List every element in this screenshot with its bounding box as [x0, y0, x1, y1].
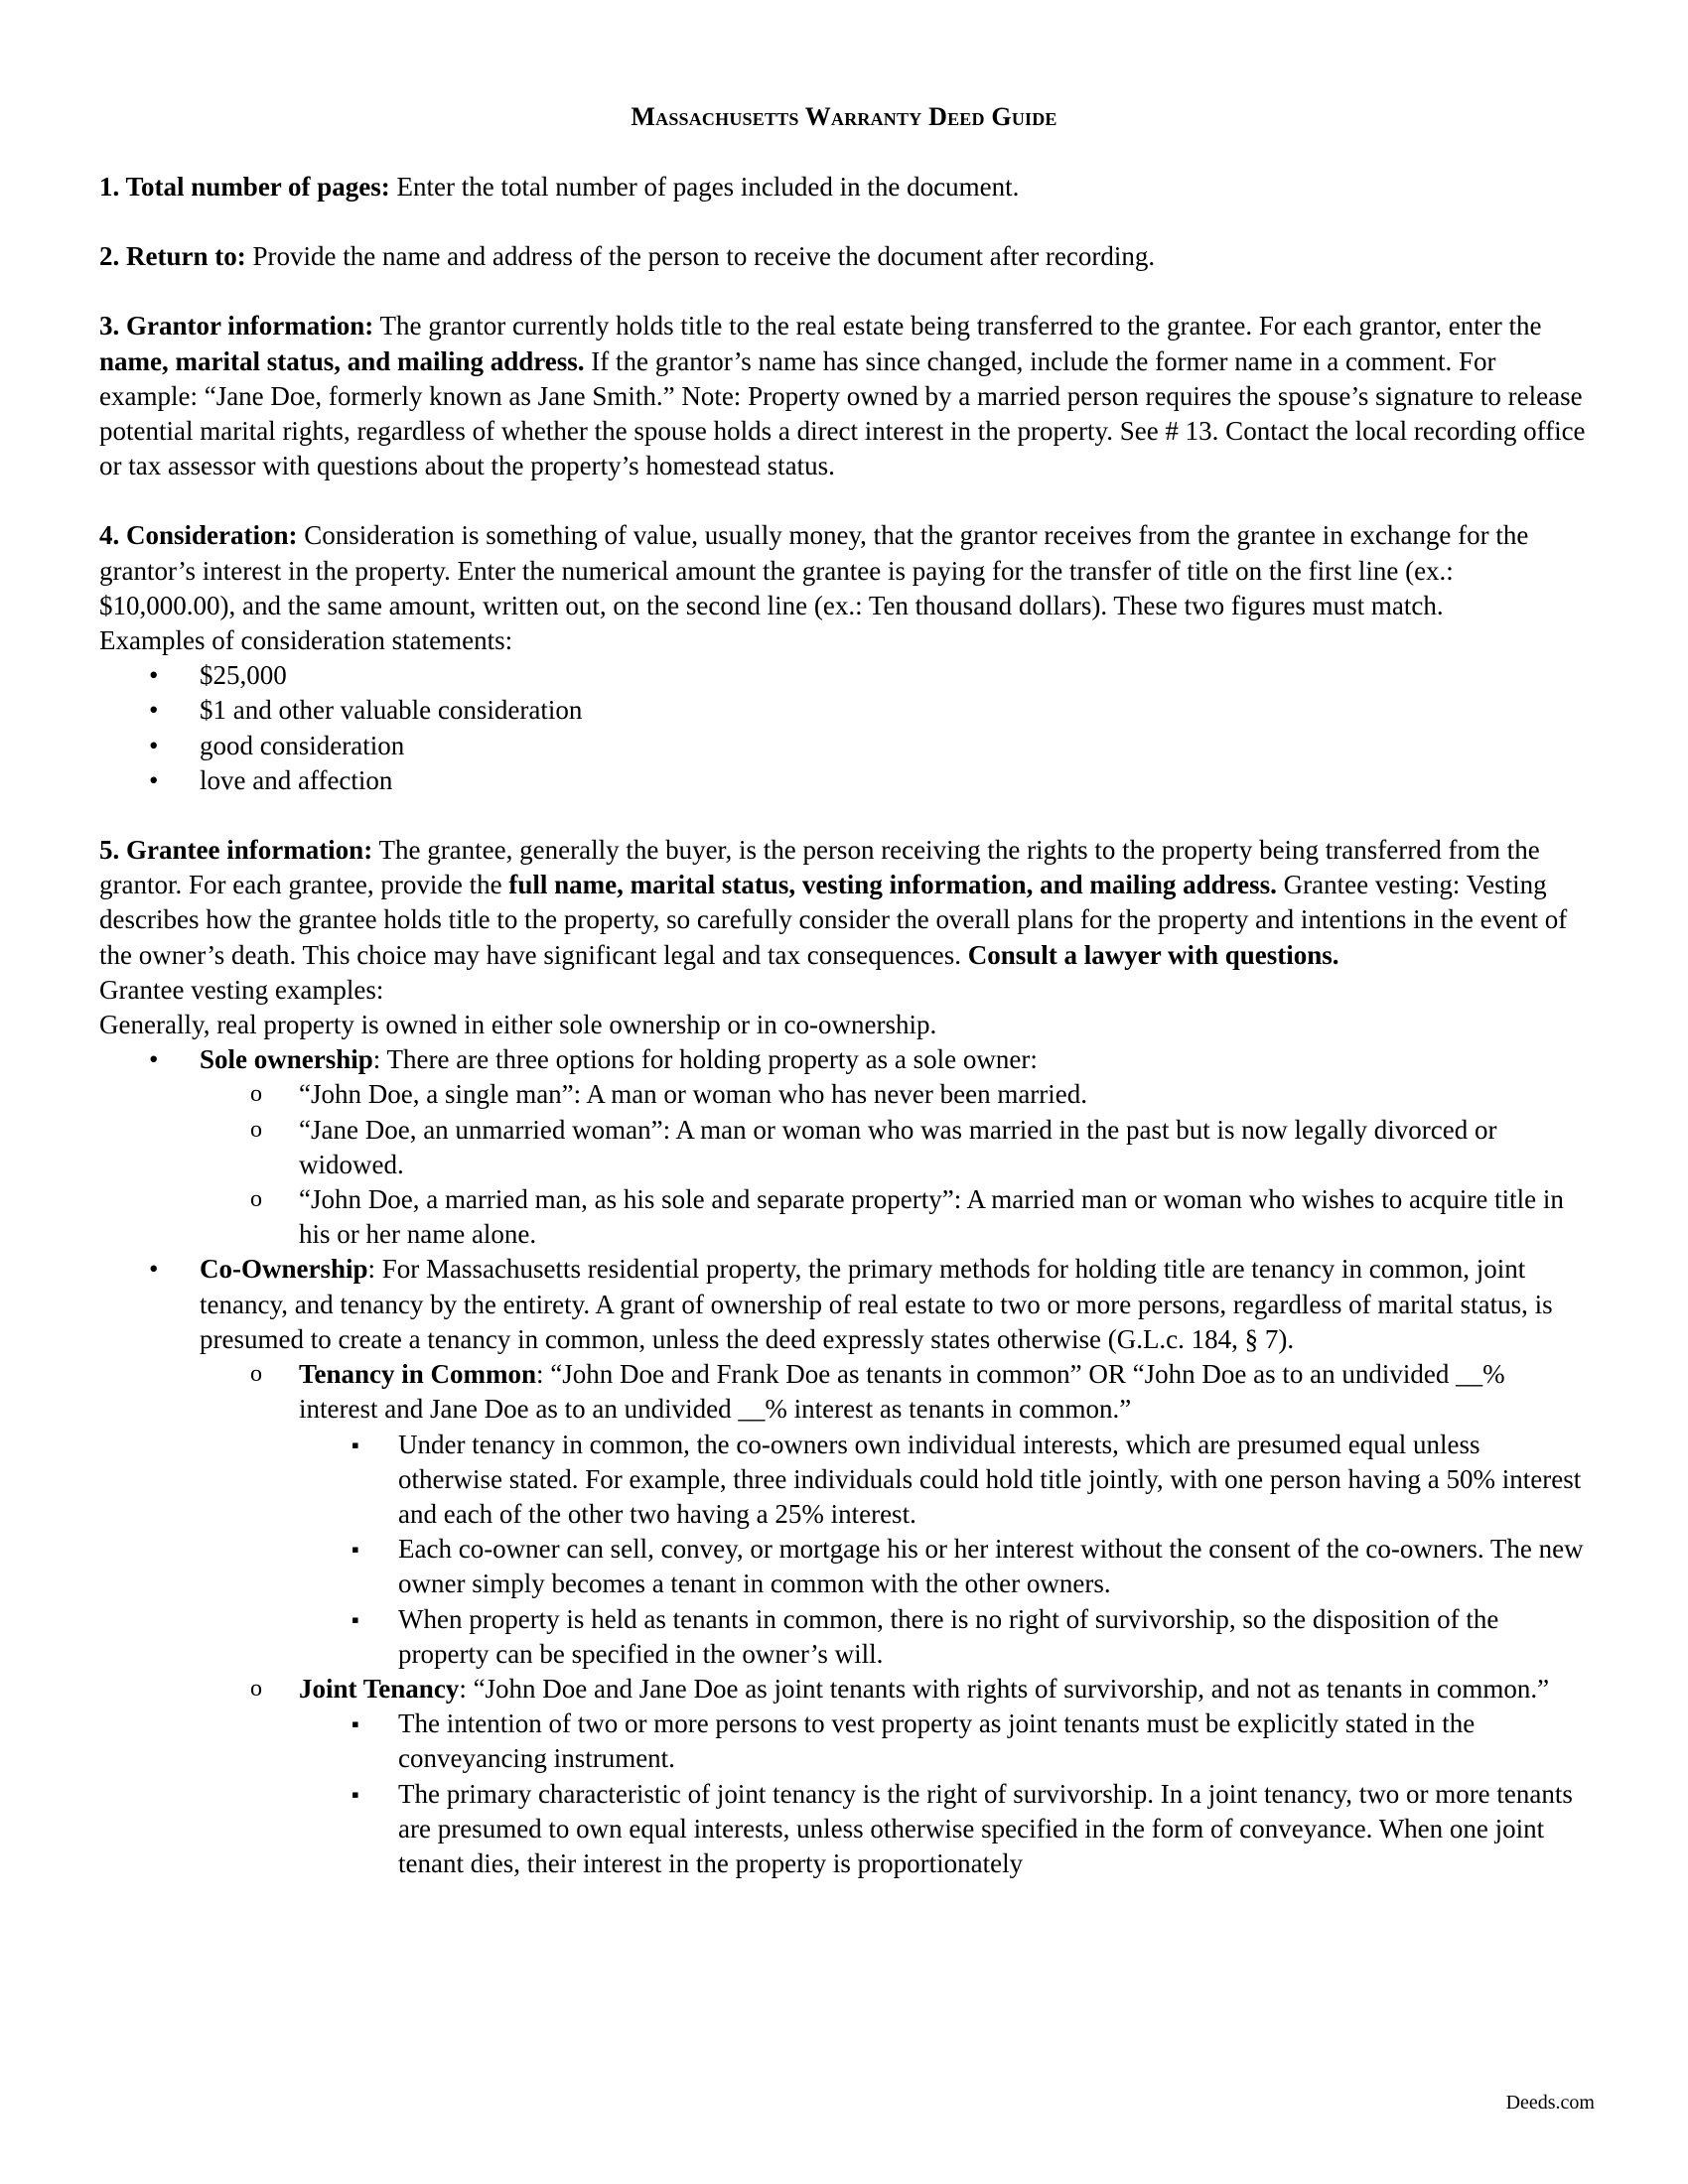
- list-item: o “Jane Doe, an unmarried woman”: A man or woman who was married in the past but is now legally divorced or widowed.: [200, 1113, 1589, 1182]
- tenancy-in-common-item: o Tenancy in Common: “John Doe and Frank Doe as tenants in common” OR “John Doe as to an undivided __% interest and Jane Doe as to an undivided __% interest as tenants in common.” ▪ Under tenancy in common, the co-owners own individual interests, which are presumed equal unless otherwise stated. For example, three individuals could hold title jointly, with one person having a 50% interest and each of the other two having a 25% interest. ▪ Each co-owner can sell, convey, or mortgage his or her interest without the consent of the co-owners. The new owner simply becomes a tenant in common with the other owners. ▪ When property is held as tenants in common, there is no right of survivorship, so the disposition of the property can be specified in the owner’s will.: [200, 1357, 1589, 1672]
- list-item: o “John Doe, a married man, as his sole and separate property”: A married man or woman who wishes to acquire title in his or her name alone.: [200, 1182, 1589, 1252]
- list-item: ▪ The intention of two or more persons to vest property as joint tenants must be explicitly stated in the conveyancing instrument.: [299, 1706, 1589, 1776]
- section-grantor-information: 3. Grantor information: The grantor currently holds title to the real estate being transferred to the grantee. For each grantor, enter the name, marital status, and mailing address. If the grantor’s name has since changed, include the former name in a comment. For example: “Jane Doe, formerly known as Jane Smith.” Note: Property owned by a married person requires the spouse’s signature to release potential marital rights, regardless of whether the spouse holds a direct interest in the property. See # 13. Contact the local recording office or tax assessor with questions about the property’s homestead status.: [99, 311, 1586, 481]
- list-item: ▪ Each co-owner can sell, convey, or mortgage his or her interest without the consent of the co-owners. The new owner simply becomes a tenant in common with the other owners.: [299, 1532, 1589, 1601]
- consideration-examples-intro: Examples of consideration statements:: [99, 625, 513, 656]
- tenancy-in-common-details: [299, 1428, 1589, 1672]
- list-item: o “John Doe, a single man”: A man or woman who has never been married.: [200, 1077, 1589, 1112]
- list-item: • $1 and other valuable consideration: [99, 693, 1589, 728]
- document-body: [99, 170, 1589, 1881]
- sole-ownership-options: [200, 1077, 1589, 1252]
- joint-tenancy-details: [299, 1706, 1589, 1881]
- co-ownership-types: [200, 1357, 1589, 1881]
- section-return-to: 2. Return to: Provide the name and address of the person to receive the document after recording.: [99, 241, 1156, 272]
- consideration-examples-list: [99, 658, 1589, 798]
- section-total-pages: 1. Total number of pages: Enter the total number of pages included in the document.: [99, 172, 1020, 202]
- ownership-list: [99, 1042, 1589, 1881]
- joint-tenancy-item: o Joint Tenancy: “John Doe and Jane Doe as joint tenants with rights of survivorship, and not as tenants in common.” ▪ The intention of two or more persons to vest property as joint tenants must be explicitly stated in the conveyancing instrument. ▪ The primary characteristic of joint tenancy is the right of survivorship. In a joint tenancy, two or more tenants are presumed to own equal interests, unless otherwise specified in the form of conveyance. When one joint tenant dies, their interest in the property is proportionately: [200, 1672, 1589, 1881]
- co-ownership-item: • Co-Ownership: For Massachusetts residential property, the primary methods for holding title are tenancy in common, joint tenancy, and tenancy by the entirety. A grant of ownership of real estate to two or more persons, regardless of marital status, is presumed to create a tenancy in common, unless the deed expressly states otherwise (G.L.c. 184, § 7). o Tenancy in Common: “John Doe and Frank Doe as tenants in common” OR “John Doe as to an undivided __% interest and Jane Doe as to an undivided __% interest as tenants in common.” ▪ Under tenancy in common, the co-owners own individual interests, which are presumed equal unless otherwise stated. For example, three individuals could hold title jointly, with one person having a 50% interest and each of the other two having a 25% interest. ▪ Each co-owner can sell, convey, or mortgage his or her interest without the consent of the co-owners. The new owner simply becomes a tenant in common with the other owners. ▪ When property is held as tenants in common, there is no right of survivorship, so the disposition of the property can be specified in the owner’s will. o Joint Tenancy: “John Doe and Jane Doe as joint tenants with rights of survivorship, and not as tenants in common.” ▪ The intention of two or more persons to vest property as joint tenants must be explicitly stated in the conveyancing instrument. ▪ The primary characteristic of joint tenancy is the right of survivorship. In a joint tenancy, two or more tenants are presumed to own equal interests, unless otherwise specified in the form of conveyance. When one joint tenant dies, their interest in the property is proportionately: [99, 1252, 1589, 1881]
- vesting-intro: Grantee vesting examples:: [99, 974, 384, 1005]
- footer-brand: Deeds.com: [1505, 2092, 1595, 2114]
- list-item: • $25,000: [99, 658, 1589, 693]
- list-item: ▪ Under tenancy in common, the co-owners own individual interests, which are presumed equal unless otherwise stated. For example, three individuals could hold title jointly, with one person having a 50% interest and each of the other two having a 25% interest.: [299, 1428, 1589, 1533]
- section-consideration: 4. Consideration: Consideration is something of value, usually money, that the grantor receives from the grantee in exchange for the grantor’s interest in the property. Enter the numerical amount the grantee is paying for the transfer of title on the first line (ex.: $10,000.00), and the same amount, written out, on the second line (ex.: Ten thousand dollars). These two figures must match.: [99, 520, 1529, 620]
- list-item: • love and affection: [99, 763, 1589, 798]
- list-item: ▪ The primary characteristic of joint tenancy is the right of survivorship. In a joint tenancy, two or more tenants are presumed to own equal interests, unless otherwise specified in the form of conveyance. When one joint tenant dies, their interest in the property is proportionately: [299, 1777, 1589, 1882]
- sole-ownership-item: • Sole ownership: There are three options for holding property as a sole owner: o “John Doe, a single man”: A man or woman who has never been married. o “Jane Doe, an unmarried woman”: A man or woman who was married in the past but is now legally divorced or widowed. o “John Doe, a married man, as his sole and separate property”: A married man or woman who wishes to acquire title in his or her name alone.: [99, 1042, 1589, 1252]
- section-grantee-information: 5. Grantee information: The grantee, generally the buyer, is the person receiving the rights to the property being transferred from the grantor. For each grantee, provide the full name, marital status, vesting information, and mailing address. Grantee vesting: Vesting describes how the grantee holds title to the property, so carefully consider the overall plans for the property and intentions in the event of the owner’s death. This choice may have significant legal and tax consequences. Consult a lawyer with questions.: [99, 835, 1568, 970]
- vesting-general: Generally, real property is owned in either sole ownership or in co-ownership.: [99, 1010, 937, 1040]
- list-item: ▪ When property is held as tenants in common, there is no right of survivorship, so the disposition of the property can be specified in the owner’s will.: [299, 1602, 1589, 1672]
- list-item: • good consideration: [99, 729, 1589, 763]
- page-title: Massachusetts Warranty Deed Guide: [631, 102, 1057, 131]
